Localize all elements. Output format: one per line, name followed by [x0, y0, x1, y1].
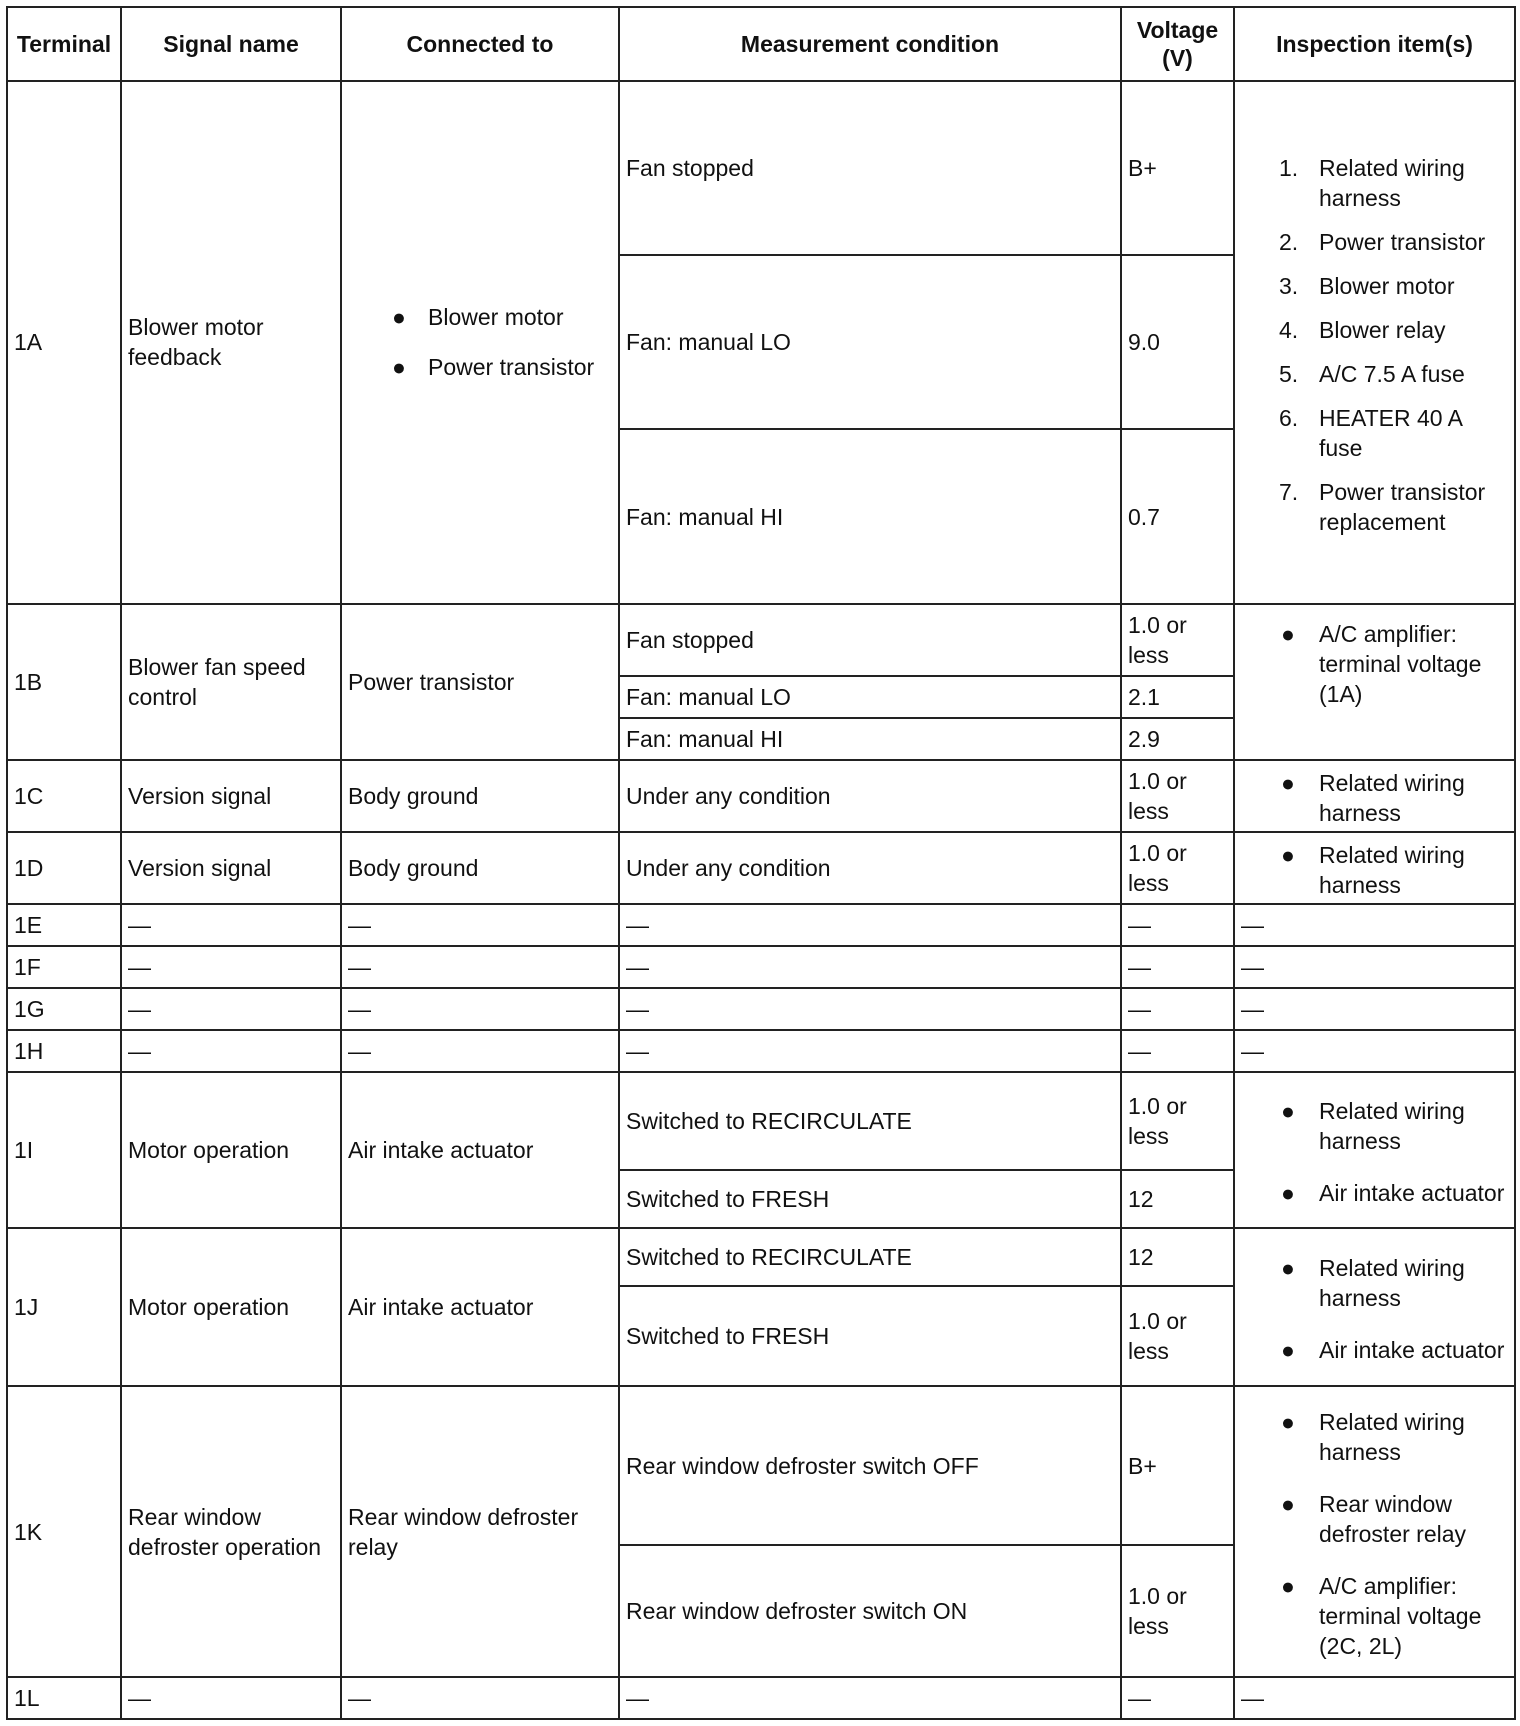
table-row: [7, 1030, 1515, 1072]
connected-to-cell: Air intake actuator: [341, 1072, 619, 1228]
condition-cell: Fan: manual HI: [619, 718, 1121, 760]
voltage-cell: B+: [1121, 1386, 1234, 1544]
voltage-cell: —: [1121, 988, 1234, 1030]
signal-name-cell: Blower fan speed control: [121, 604, 341, 760]
voltage-cell: 12: [1121, 1228, 1234, 1286]
table-row: [7, 1386, 1515, 1544]
signal-name-cell: —: [121, 904, 341, 946]
condition-cell: —: [619, 1677, 1121, 1719]
inspection-item: ● Related wiring harness: [1281, 1255, 1465, 1312]
inspection-item: ● Rear window defroster relay: [1281, 1490, 1467, 1547]
voltage-cell: 2.9: [1121, 718, 1234, 760]
condition-cell: Fan: manual LO: [619, 676, 1121, 718]
inspection-item: ● A/C amplifier: terminal voltage (2C, 2L): [1281, 1572, 1482, 1659]
voltage-cell: 1.0 or less: [1121, 604, 1234, 676]
inspection-item: 5. A/C 7.5 A fuse: [1279, 361, 1465, 388]
inspection-item: ● Air intake actuator: [1281, 1337, 1505, 1364]
inspection-cell: —: [1234, 988, 1515, 1030]
bullet-icon: ●: [1281, 1490, 1295, 1517]
bullet-icon: ●: [1281, 1337, 1295, 1364]
condition-cell: Fan: manual LO: [619, 255, 1121, 429]
terminal-cell: 1G: [7, 988, 121, 1030]
connected-to-cell: —: [341, 1677, 619, 1719]
inspection-cell: [1234, 1228, 1515, 1386]
signal-name-cell: —: [121, 1677, 341, 1719]
voltage-cell: —: [1121, 904, 1234, 946]
inspection-cell: —: [1234, 946, 1515, 988]
inspection-cell: [1234, 760, 1515, 832]
table-row: [7, 832, 1515, 904]
header-voltage: Voltage (V): [1121, 7, 1234, 81]
voltage-cell: 1.0 or less: [1121, 760, 1234, 832]
terminal-cell: 1I: [7, 1072, 121, 1228]
table-row: [7, 1228, 1515, 1286]
signal-name-cell: Blower motor feedback: [121, 81, 341, 604]
bullet-icon: ●: [1281, 841, 1295, 868]
table-row: [7, 946, 1515, 988]
terminal-cell: 1C: [7, 760, 121, 832]
terminal-cell: 1B: [7, 604, 121, 760]
condition-cell: —: [619, 904, 1121, 946]
inspection-cell: —: [1234, 1677, 1515, 1719]
terminal-cell: 1L: [7, 1677, 121, 1719]
connected-item: ● Blower motor: [392, 304, 564, 331]
voltage-cell: —: [1121, 1030, 1234, 1072]
inspection-item: ● Air intake actuator: [1281, 1180, 1505, 1207]
signal-name-cell: Motor operation: [121, 1072, 341, 1228]
inspection-item: ● Related wiring harness: [1281, 1098, 1465, 1155]
header-row: [7, 7, 1515, 81]
table-row: [7, 81, 1515, 255]
voltage-cell: 9.0: [1121, 255, 1234, 429]
inspection-cell: [1234, 1386, 1515, 1676]
signal-name-cell: Motor operation: [121, 1228, 341, 1386]
voltage-cell: —: [1121, 946, 1234, 988]
voltage-cell: B+: [1121, 81, 1234, 255]
voltage-cell: 1.0 or less: [1121, 1286, 1234, 1386]
inspection-item: 1. Related wiring harness: [1279, 155, 1465, 212]
bullet-icon: ●: [1281, 1572, 1295, 1599]
inspection-cell: —: [1234, 1030, 1515, 1072]
condition-cell: Switched to FRESH: [619, 1170, 1121, 1228]
condition-cell: Fan stopped: [619, 604, 1121, 676]
inspection-item: 6. HEATER 40 A fuse: [1279, 405, 1462, 462]
bullet-icon: ●: [392, 304, 406, 331]
terminal-cell: 1A: [7, 81, 121, 604]
terminal-cell: 1H: [7, 1030, 121, 1072]
bullet-icon: ●: [1281, 620, 1295, 647]
signal-name-cell: Version signal: [121, 760, 341, 832]
connected-to-cell: Body ground: [341, 760, 619, 832]
header-terminal: Terminal: [7, 7, 121, 81]
header-inspection-items: Inspection item(s): [1234, 7, 1515, 81]
connected-to-cell: Body ground: [341, 832, 619, 904]
connected-item: ● Power transistor: [392, 354, 595, 381]
condition-cell: —: [619, 946, 1121, 988]
inspection-cell: [1234, 1072, 1515, 1228]
bullet-icon: ●: [1281, 1098, 1295, 1125]
condition-cell: Rear window defroster switch OFF: [619, 1386, 1121, 1544]
condition-cell: Fan stopped: [619, 81, 1121, 255]
connected-to-cell: [341, 81, 619, 604]
inspection-item: 3. Blower motor: [1279, 273, 1455, 300]
terminal-cell: 1F: [7, 946, 121, 988]
voltage-cell: —: [1121, 1677, 1234, 1719]
condition-cell: —: [619, 988, 1121, 1030]
inspection-item: ● Related wiring harness: [1281, 841, 1465, 898]
condition-cell: Under any condition: [619, 760, 1121, 832]
connected-to-cell: —: [341, 988, 619, 1030]
inspection-cell: [1234, 604, 1515, 760]
terminal-cell: 1J: [7, 1228, 121, 1386]
inspection-item: 2. Power transistor: [1279, 229, 1486, 256]
table-row: [7, 760, 1515, 832]
bullet-icon: ●: [1281, 1408, 1295, 1435]
bullet-icon: ●: [392, 354, 406, 381]
connected-to-cell: —: [341, 1030, 619, 1072]
connected-to-cell: Rear window defroster relay: [341, 1386, 619, 1676]
terminal-cell: 1E: [7, 904, 121, 946]
table-row: [7, 988, 1515, 1030]
inspection-cell: [1234, 81, 1515, 604]
condition-cell: Rear window defroster switch ON: [619, 1545, 1121, 1677]
header-signal-name: Signal name: [121, 7, 341, 81]
voltage-cell: 0.7: [1121, 429, 1234, 603]
bullet-icon: ●: [1281, 769, 1295, 796]
terminal-cell: 1K: [7, 1386, 121, 1676]
voltage-cell: 12: [1121, 1170, 1234, 1228]
voltage-cell: 1.0 or less: [1121, 832, 1234, 904]
inspection-cell: —: [1234, 904, 1515, 946]
terminal-spec-table: [6, 6, 1516, 1720]
condition-cell: —: [619, 1030, 1121, 1072]
signal-name-cell: —: [121, 988, 341, 1030]
voltage-cell: 1.0 or less: [1121, 1545, 1234, 1677]
table-row: [7, 904, 1515, 946]
condition-cell: Fan: manual HI: [619, 429, 1121, 603]
condition-cell: Switched to RECIRCULATE: [619, 1228, 1121, 1286]
header-measurement-condition: Measurement condition: [619, 7, 1121, 81]
connected-to-cell: —: [341, 904, 619, 946]
signal-name-cell: Rear window defroster operation: [121, 1386, 341, 1676]
inspection-item: ● Related wiring harness: [1281, 769, 1465, 826]
inspection-item: ● A/C amplifier: terminal voltage (1A): [1281, 620, 1482, 707]
connected-to-cell: Power transistor: [341, 604, 619, 760]
table-row: [7, 1072, 1515, 1170]
inspection-item: ● Related wiring harness: [1281, 1408, 1465, 1465]
table-row: [7, 1677, 1515, 1719]
terminal-cell: 1D: [7, 832, 121, 904]
table-row: [7, 604, 1515, 676]
signal-name-cell: —: [121, 946, 341, 988]
inspection-cell: [1234, 832, 1515, 904]
voltage-cell: 1.0 or less: [1121, 1072, 1234, 1170]
header-connected-to: Connected to: [341, 7, 619, 81]
condition-cell: Switched to RECIRCULATE: [619, 1072, 1121, 1170]
inspection-item: 4. Blower relay: [1279, 317, 1446, 344]
voltage-cell: 2.1: [1121, 676, 1234, 718]
signal-name-cell: —: [121, 1030, 341, 1072]
inspection-item: 7. Power transistor replacement: [1279, 479, 1486, 536]
bullet-icon: ●: [1281, 1180, 1295, 1207]
connected-to-cell: —: [341, 946, 619, 988]
bullet-icon: ●: [1281, 1255, 1295, 1282]
connected-to-cell: Air intake actuator: [341, 1228, 619, 1386]
condition-cell: Under any condition: [619, 832, 1121, 904]
signal-name-cell: Version signal: [121, 832, 341, 904]
condition-cell: Switched to FRESH: [619, 1286, 1121, 1386]
